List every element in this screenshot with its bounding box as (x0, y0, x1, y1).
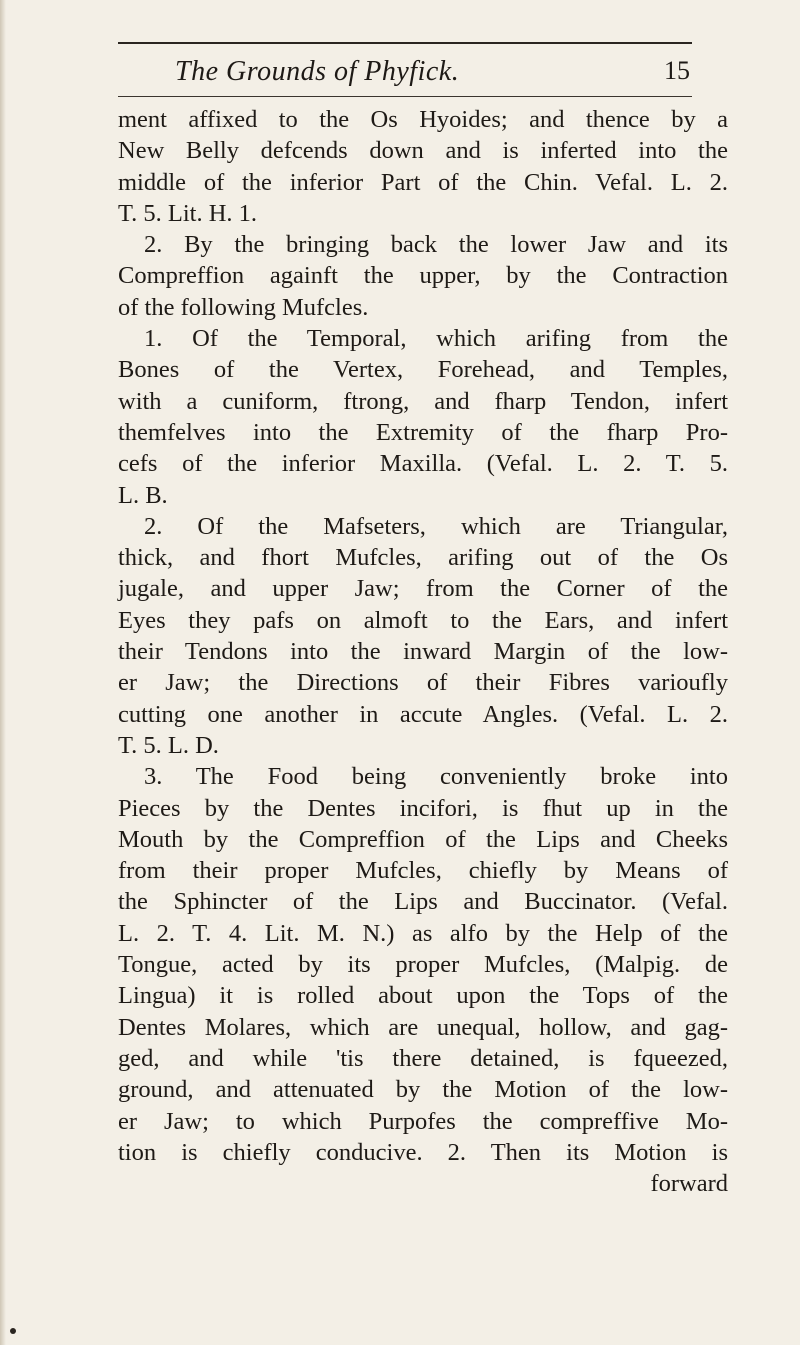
text-line: cefs of the inferior Maxilla. (Vefal. L. 2. T. 5. (118, 450, 728, 478)
text-line: thick, and fhort Mufcles, arifing out of the Os (118, 544, 728, 572)
text-line: Dentes Molares, which are unequal, hollow, and gag- (118, 1013, 728, 1041)
top-rule (118, 42, 692, 44)
text-line: Tongue, acted by its proper Mufcles, (Malpig. de (118, 951, 728, 979)
text-line: with a cuniform, ftrong, and fharp Tendon, infert (118, 387, 728, 415)
text-line: Mouth by the Compreffion of the Lips and Cheeks (118, 825, 728, 853)
text-line: themfelves into the Extremity of the fharp Pro- (118, 418, 728, 446)
text-line: T. 5. L. D. (118, 731, 219, 759)
header-rule (118, 96, 692, 97)
text-line: New Belly defcends down and is inferted into the (118, 137, 728, 165)
ink-mark (10, 1328, 16, 1334)
text-line: jugale, and upper Jaw; from the Corner of the (118, 575, 728, 603)
text-line: T. 5. Lit. H. 1. (118, 199, 258, 227)
catchword: forward (650, 1170, 728, 1198)
text-line: Lingua) it is rolled about upon the Tops of the (118, 982, 728, 1010)
running-title: The Grounds of Phyfick. (175, 56, 460, 87)
text-line: Pieces by the Dentes incifori, is fhut up in the (118, 794, 728, 822)
text-line: ged, and while 'tis there detained, is fqueezed, (118, 1044, 728, 1072)
text-line: 1. Of the Temporal, which arifing from the (144, 325, 728, 353)
text-line: L. 2. T. 4. Lit. M. N.) as alfo by the Help of the (118, 919, 728, 947)
text-line: of the following Mufcles. (118, 293, 369, 321)
text-line: 2. Of the Mafseters, which are Triangular, (144, 512, 728, 540)
text-line: tion is chiefly conducive. 2. Then its Motion is (118, 1138, 728, 1166)
page-edge-shadow (0, 0, 6, 1345)
text-line: ground, and attenuated by the Motion of the low- (118, 1076, 728, 1104)
text-line: er Jaw; to which Purpofes the compreffive Mo- (118, 1107, 728, 1135)
text-line: ment affixed to the Os Hyoides; and thence by a (118, 106, 728, 133)
text-line: Compreffion againft the upper, by the Contraction (118, 262, 728, 290)
body-text (118, 104, 728, 1199)
text-line: L. B. (118, 481, 168, 509)
text-line: the Sphincter of the Lips and Buccinator. (Vefal. (118, 888, 728, 916)
text-line: Bones of the Vertex, Forehead, and Temples, (118, 356, 728, 384)
page-header (175, 56, 690, 96)
text-line: Eyes they pafs on almoft to the Ears, and infert (118, 606, 728, 634)
text-line: 3. The Food being conveniently broke into (144, 763, 728, 791)
text-line: cutting one another in accute Angles. (Vefal. L. 2. (118, 700, 728, 728)
text-line: 2. By the bringing back the lower Jaw and its (144, 231, 728, 259)
page-number: 15 (664, 56, 690, 85)
text-line: middle of the inferior Part of the Chin. Vefal. L. 2. (118, 168, 728, 196)
text-line: their Tendons into the inward Margin of the low- (118, 638, 728, 666)
text-line: er Jaw; the Directions of their Fibres varioufly (118, 669, 728, 697)
text-line: from their proper Mufcles, chiefly by Means of (118, 857, 728, 885)
